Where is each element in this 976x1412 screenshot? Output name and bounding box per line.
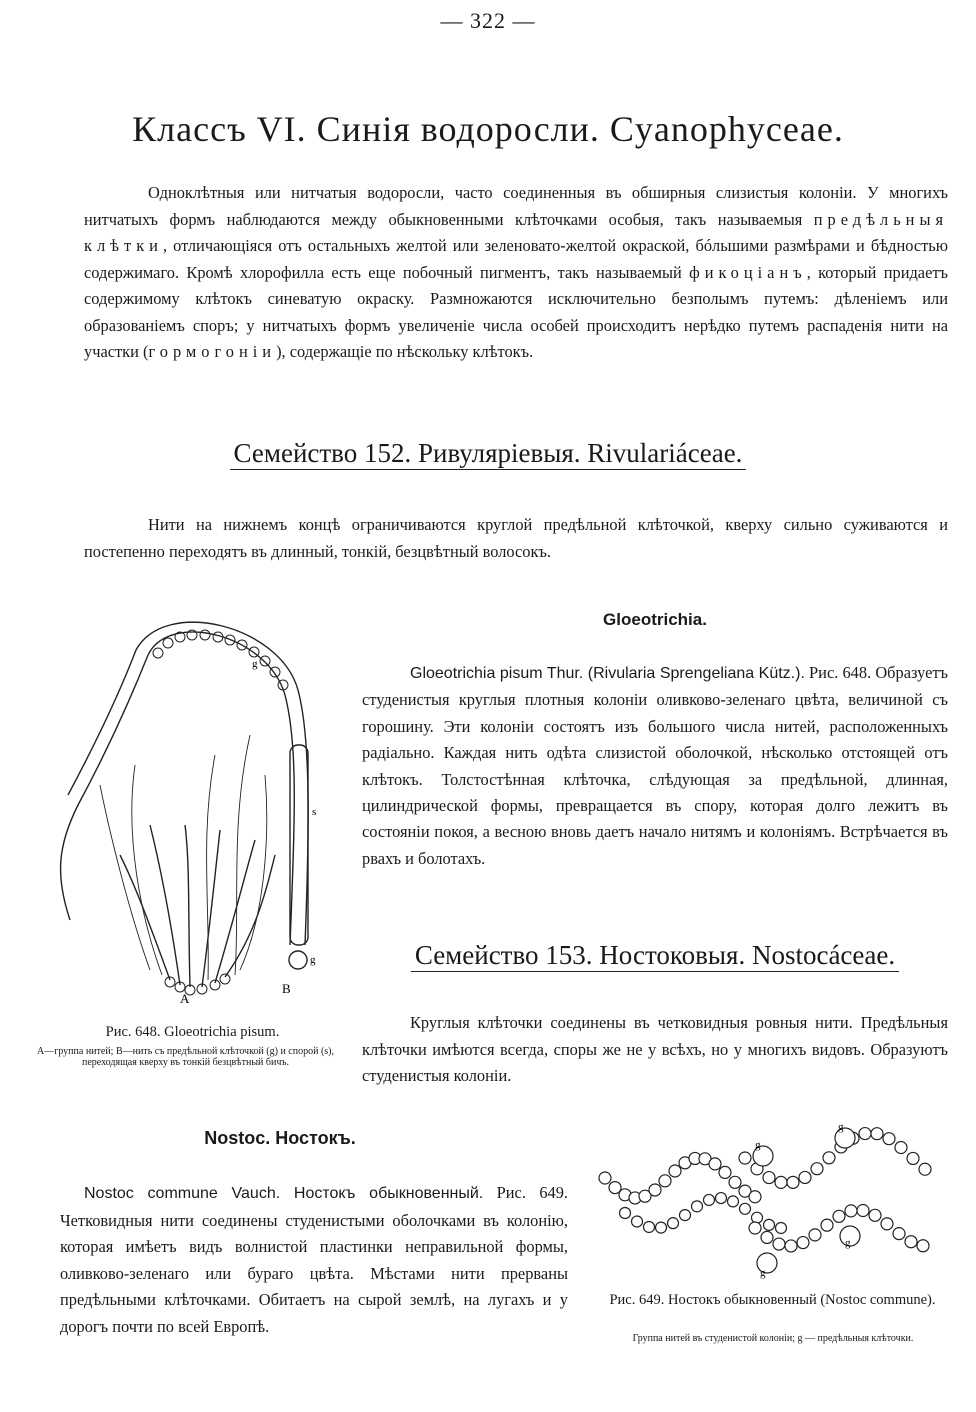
page-number: — 322 —	[440, 8, 536, 33]
figure-648-subcaption: A—группа нитей; B—нить съ предѣльной клѣточкой (g) и спорой (s), переходящая кверху въ тонкій безцвѣтный бичъ.	[36, 1046, 334, 1068]
figure-649-label-g2: g	[838, 1121, 844, 1133]
figure-649-label-g1: g	[755, 1139, 761, 1151]
nostoc-cell	[728, 1196, 739, 1207]
nostoc-cell	[869, 1209, 881, 1221]
nostoc-cell	[821, 1219, 833, 1231]
nostoc-cell	[871, 1128, 883, 1140]
nostoc-cell	[692, 1201, 703, 1212]
gloeotrichia-text: Рис. 648. Образуетъ студенистыя круглыя плотныя колоніи оливково-зеленаго цвѣта, величиной съ горошину. Эти колоніи состоятъ изъ большого числа нитей, расположенныхъ радіально. Каждая нить одѣта слизистой оболочкой, нѣсколько отстоящей отъ клѣтокъ. Толстостѣнная клѣточка, слѣдующая за предѣльной, длинная, цилиндрической формы, превращается въ спору, которая долго лежитъ въ состояніи покоя, а весною вновь даетъ начало нитямъ и колоніямъ. Встрѣчается въ рвахъ и болотахъ.	[362, 663, 948, 868]
nostoc-cell	[905, 1236, 917, 1248]
nostoc-cell	[883, 1133, 895, 1145]
nostoc-cell	[919, 1163, 931, 1175]
intro-text-3: , который придаетъ содержимому клѣтокъ синеватую окраску. Размножаются исключительно безполымъ путемъ: дѣленіемъ или образованіемъ споръ; у нитчатыхъ формъ увеличеніе числа особей происходитъ нерѣдко путемъ распаденія нити на участки (	[84, 262, 948, 361]
nostoc-cell	[787, 1176, 799, 1188]
figure-648-label-a: A	[180, 991, 190, 1006]
figure-649-subcaption: Группа нитей въ студенистой колоніи; g — предѣльныя клѣточки.	[632, 1333, 914, 1344]
nostoc-cell	[797, 1237, 809, 1249]
intro-text-4: ), содержащіе по нѣскольку клѣтокъ.	[276, 342, 534, 361]
nostoc-cell	[809, 1229, 821, 1241]
gloeotrichia-genus-heading: Gloeotrichia.	[603, 610, 707, 629]
nostoc-cell	[752, 1212, 763, 1223]
figure-649-label-g3: g	[845, 1237, 851, 1249]
nostoc-cell	[823, 1152, 835, 1164]
nostoc-cell	[799, 1171, 811, 1183]
intro-paragraph	[84, 180, 948, 366]
nostoc-cell	[669, 1165, 681, 1177]
family-152-text: Нити на нижнемъ концѣ ограничиваются круглой предѣльной клѣточкой, кверху сильно суживаются и постепенно переходятъ въ длинный, тонкій, безцвѣтный волосокъ.	[84, 515, 948, 561]
figure-648-label-s: s	[312, 806, 317, 818]
nostoc-cell	[668, 1218, 679, 1229]
nostoc-paragraph	[60, 1180, 568, 1341]
figure-649-illustration	[595, 1118, 955, 1278]
nostoc-cell	[729, 1176, 741, 1188]
nostoc-cell	[775, 1176, 787, 1188]
nostoc-cell	[763, 1172, 775, 1184]
nostoc-cell	[656, 1222, 667, 1233]
nostoc-cell	[599, 1172, 611, 1184]
figure-648-label-g-upper: g	[252, 658, 258, 670]
nostoc-genus-heading: Nostoc. Ностокъ.	[204, 1128, 356, 1148]
nostoc-cell	[620, 1208, 631, 1219]
nostoc-cell	[632, 1216, 643, 1227]
family-152-title: Семейство 152. Ривуляріевыя. Rivulariáceae.	[0, 438, 976, 469]
nostoc-cell	[776, 1222, 787, 1233]
nostoc-cell	[857, 1205, 869, 1217]
nostoc-cell	[907, 1152, 919, 1164]
figure-648-caption: Рис. 648. Gloeotrichia pisum.	[105, 1024, 280, 1040]
nostoc-cell	[764, 1219, 775, 1230]
class-title: Классъ VI. Синія водоросли. Cyanophyceae.	[132, 109, 844, 149]
nostoc-cell	[893, 1228, 905, 1240]
nostoc-cell	[749, 1191, 761, 1203]
gloeotrichia-paragraph	[362, 660, 948, 872]
term-hormogonia: гормогоніи	[148, 342, 277, 361]
nostoc-cell	[881, 1218, 893, 1230]
nostoc-species-name: Nostoc commune Vauch. Ностокъ обыкновенный.	[84, 1185, 484, 1202]
nostoc-cell	[761, 1231, 773, 1243]
family-153-title: Семейство 153. Ностоковыя. Nostocáceae.	[362, 940, 948, 971]
intro-text-1: Одноклѣтныя или нитчатыя водоросли, часто соединенныя въ обширныя слизистыя колоніи. У многихъ нитчатыхъ формъ наблюдаются между обыкновенными клѣточками особыя, такъ называемыя	[84, 183, 948, 229]
term-limit-cells: предѣльныя клѣтки	[84, 209, 948, 255]
nostoc-cell	[644, 1221, 655, 1232]
intro-text-2: , отличающіяся отъ остальныхъ желтой или зеленовато-желтой окраской, бóльшими размѣрами и бѣдностью содержимаго. Кромѣ хлорофилла есть еще побочный пигментъ, такъ называемый	[84, 236, 948, 282]
nostoc-cell	[719, 1166, 731, 1178]
gloeotrichia-species-name: Gloeotrichia pisum Thur. (Rivularia Sprengeliana Kütz.).	[410, 665, 805, 682]
nostoc-text: Рис. 649. Четковидныя нити соединены студенистыми оболочками въ колонію, которая имѣетъ видъ волнистой пластинки неправильной формы, оливково-зеленаго или бураго цвѣта. Мѣстами нити прерваны предѣльными клѣточками. Обитаетъ на сырой землѣ, на лугахъ и у дорогъ почти по всей Европѣ.	[60, 1183, 568, 1336]
figure-648-label-g-lower: g	[310, 954, 316, 966]
figure-648-label-b: B	[282, 981, 291, 996]
nostoc-cell	[833, 1210, 845, 1222]
nostoc-cell	[845, 1205, 857, 1217]
nostoc-cell	[895, 1142, 907, 1154]
nostoc-cell	[659, 1175, 671, 1187]
nostoc-cell	[739, 1152, 751, 1164]
nostoc-cell	[773, 1238, 785, 1250]
nostoc-cell	[859, 1128, 871, 1140]
nostoc-cell	[680, 1210, 691, 1221]
nostoc-cell	[917, 1240, 929, 1252]
nostoc-cell	[811, 1163, 823, 1175]
figure-648-illustration	[40, 615, 340, 1010]
nostoc-cell	[704, 1194, 715, 1205]
figure-649-label-g4: g	[760, 1267, 766, 1279]
nostoc-cell	[649, 1184, 661, 1196]
term-phycocyanin: фикоціанъ	[689, 262, 807, 282]
nostoc-cell	[749, 1222, 761, 1234]
family-153-text: Круглыя клѣточки соединены въ четковидныя ровныя нити. Предѣльныя клѣточки имѣются всегда, споры же не у всѣхъ, но у многихъ видовъ. Образуютъ студенистыя колоніи.	[362, 1013, 948, 1085]
nostoc-cell	[709, 1158, 721, 1170]
nostoc-cell	[785, 1240, 797, 1252]
nostoc-cell	[716, 1193, 727, 1204]
figure-649-caption: Рис. 649. Ностокъ обыкновенный (Nostoc commune).	[609, 1292, 936, 1308]
nostoc-cell	[740, 1203, 751, 1214]
